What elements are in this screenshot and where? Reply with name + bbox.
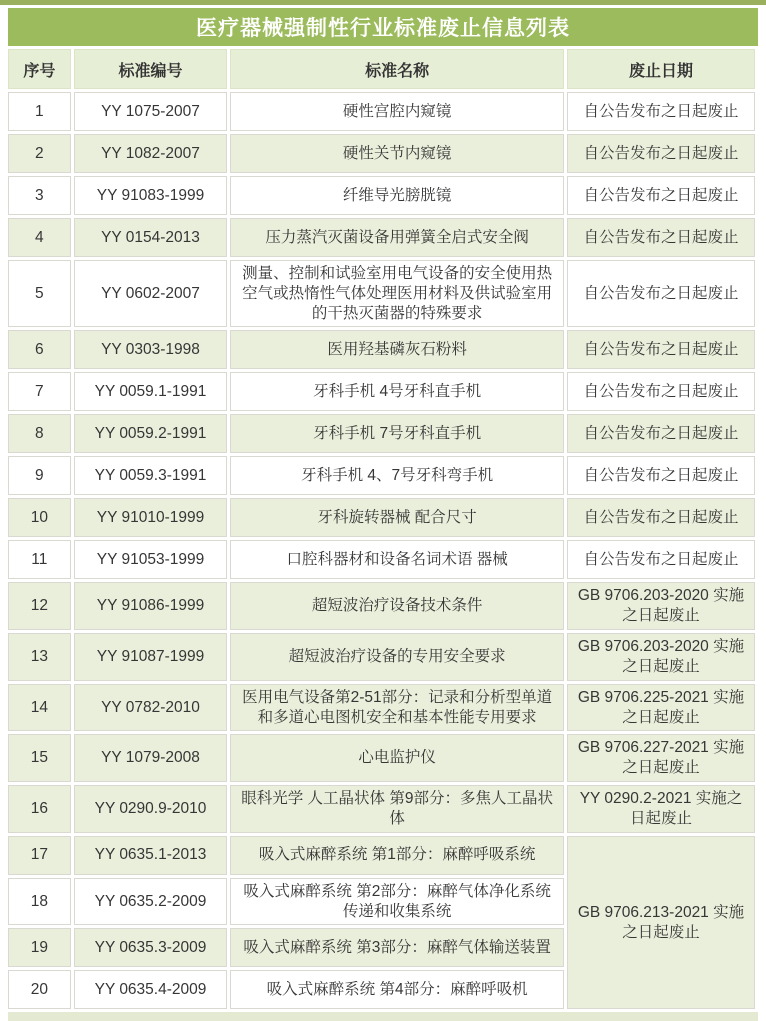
table-row [8, 260, 755, 327]
standard-code-cell: YY 0290.9-2010 [74, 785, 228, 833]
standard-name-cell: 牙科手机 4号牙科直手机 [230, 372, 564, 411]
col-header-standard-name: 标准名称 [230, 49, 564, 89]
standard-code-cell: YY 0782-2010 [74, 684, 228, 732]
table-row [8, 218, 755, 257]
abolish-date-cell: GB 9706.213-2021 实施之日起废止 [567, 836, 755, 1010]
abolish-date-cell: 自公告发布之日起废止 [567, 414, 755, 453]
standards-table [5, 46, 758, 1012]
abolish-date-cell: 自公告发布之日起废止 [567, 260, 755, 327]
row-number-cell: 6 [8, 330, 71, 369]
standard-name-cell: 吸入式麻醉系统 第4部分：麻醉呼吸机 [230, 970, 564, 1009]
standard-name-cell: 医用羟基磷灰石粉料 [230, 330, 564, 369]
row-number-cell: 8 [8, 414, 71, 453]
row-number-cell: 18 [8, 878, 71, 926]
abolish-date-cell: 自公告发布之日起废止 [567, 372, 755, 411]
table-row [8, 456, 755, 495]
row-number-cell: 16 [8, 785, 71, 833]
standard-name-cell: 吸入式麻醉系统 第3部分：麻醉气体输送装置 [230, 928, 564, 967]
row-number-cell: 2 [8, 134, 71, 173]
col-header-abolish-date: 废止日期 [567, 49, 755, 89]
table-row [8, 414, 755, 453]
standard-name-cell: 测量、控制和试验室用电气设备的安全使用热空气或热惰性气体处理医用材料及供试验室用的干热灭菌器的特殊要求 [230, 260, 564, 327]
table-row [8, 372, 755, 411]
standard-name-cell: 硬性宫腔内窥镜 [230, 92, 564, 131]
standard-code-cell: YY 0635.1-2013 [74, 836, 228, 875]
table-row [8, 134, 755, 173]
row-number-cell: 10 [8, 498, 71, 537]
table-row [8, 92, 755, 131]
row-number-cell: 17 [8, 836, 71, 875]
table-row [8, 176, 755, 215]
standard-code-cell: YY 91010-1999 [74, 498, 228, 537]
standard-name-cell: 吸入式麻醉系统 第1部分：麻醉呼吸系统 [230, 836, 564, 875]
standard-name-cell: 牙科旋转器械 配合尺寸 [230, 498, 564, 537]
standard-name-cell: 纤维导光膀胱镜 [230, 176, 564, 215]
row-number-cell: 4 [8, 218, 71, 257]
standard-code-cell: YY 91086-1999 [74, 582, 228, 630]
table-row [8, 330, 755, 369]
row-number-cell: 20 [8, 970, 71, 1009]
abolish-date-cell: 自公告发布之日起废止 [567, 92, 755, 131]
standard-code-cell: YY 1079-2008 [74, 734, 228, 782]
abolish-date-cell: 自公告发布之日起废止 [567, 540, 755, 579]
standard-code-cell: YY 0059.1-1991 [74, 372, 228, 411]
standard-name-cell: 硬性关节内窥镜 [230, 134, 564, 173]
row-number-cell: 11 [8, 540, 71, 579]
standard-name-cell: 医用电气设备第2-51部分：记录和分析型单道和多道心电图机安全和基本性能专用要求 [230, 684, 564, 732]
standard-code-cell: YY 1075-2007 [74, 92, 228, 131]
standard-name-cell: 牙科手机 4、7号牙科弯手机 [230, 456, 564, 495]
table-title-bar [8, 8, 758, 46]
row-number-cell: 13 [8, 633, 71, 681]
row-number-cell: 19 [8, 928, 71, 967]
header-row [8, 49, 755, 89]
standard-code-cell: YY 0602-2007 [74, 260, 228, 327]
table-row [8, 633, 755, 681]
standard-name-cell: 牙科手机 7号牙科直手机 [230, 414, 564, 453]
row-number-cell: 1 [8, 92, 71, 131]
abolish-date-cell: 自公告发布之日起废止 [567, 330, 755, 369]
row-number-cell: 9 [8, 456, 71, 495]
standard-name-cell: 心电监护仪 [230, 734, 564, 782]
table-row [8, 540, 755, 579]
standard-name-cell: 超短波治疗设备技术条件 [230, 582, 564, 630]
standard-code-cell: YY 91083-1999 [74, 176, 228, 215]
table-row [8, 785, 755, 833]
row-number-cell: 12 [8, 582, 71, 630]
row-number-cell: 15 [8, 734, 71, 782]
table-row [8, 498, 755, 537]
standard-code-cell: YY 0635.4-2009 [74, 970, 228, 1009]
abolish-date-cell: 自公告发布之日起废止 [567, 498, 755, 537]
standard-code-cell: YY 0059.3-1991 [74, 456, 228, 495]
col-header-serial-number: 序号 [8, 49, 71, 89]
standard-name-cell: 超短波治疗设备的专用安全要求 [230, 633, 564, 681]
abolish-date-cell: 自公告发布之日起废止 [567, 134, 755, 173]
abolish-date-cell: 自公告发布之日起废止 [567, 456, 755, 495]
abolish-date-cell: 自公告发布之日起废止 [567, 176, 755, 215]
col-header-standard-code: 标准编号 [74, 49, 228, 89]
bottom-partial-row-strip [8, 1012, 758, 1021]
table-row [8, 684, 755, 732]
table-row [8, 734, 755, 782]
standard-name-cell: 吸入式麻醉系统 第2部分：麻醉气体净化系统传递和收集系统 [230, 878, 564, 926]
abolish-date-cell: GB 9706.203-2020 实施之日起废止 [567, 582, 755, 630]
top-accent-strip [0, 0, 766, 5]
row-number-cell: 7 [8, 372, 71, 411]
abolish-date-cell: 自公告发布之日起废止 [567, 218, 755, 257]
table-row [8, 836, 755, 875]
row-number-cell: 3 [8, 176, 71, 215]
standard-name-cell: 压力蒸汽灭菌设备用弹簧全启式安全阀 [230, 218, 564, 257]
standard-code-cell: YY 91053-1999 [74, 540, 228, 579]
standard-code-cell: YY 0635.2-2009 [74, 878, 228, 926]
standard-code-cell: YY 0635.3-2009 [74, 928, 228, 967]
table-row [8, 582, 755, 630]
standard-code-cell: YY 1082-2007 [74, 134, 228, 173]
row-number-cell: 5 [8, 260, 71, 327]
standard-code-cell: YY 0154-2013 [74, 218, 228, 257]
page-title: 医疗器械强制性行业标准废止信息列表 [196, 17, 570, 40]
abolish-date-cell: GB 9706.225-2021 实施之日起废止 [567, 684, 755, 732]
abolish-date-cell: GB 9706.203-2020 实施之日起废止 [567, 633, 755, 681]
abolish-date-cell: YY 0290.2-2021 实施之日起废止 [567, 785, 755, 833]
standard-name-cell: 口腔科器材和设备名词术语 器械 [230, 540, 564, 579]
standard-name-cell: 眼科光学 人工晶状体 第9部分：多焦人工晶状体 [230, 785, 564, 833]
row-number-cell: 14 [8, 684, 71, 732]
standard-code-cell: YY 0059.2-1991 [74, 414, 228, 453]
standard-code-cell: YY 91087-1999 [74, 633, 228, 681]
standard-code-cell: YY 0303-1998 [74, 330, 228, 369]
abolish-date-cell: GB 9706.227-2021 实施之日起废止 [567, 734, 755, 782]
